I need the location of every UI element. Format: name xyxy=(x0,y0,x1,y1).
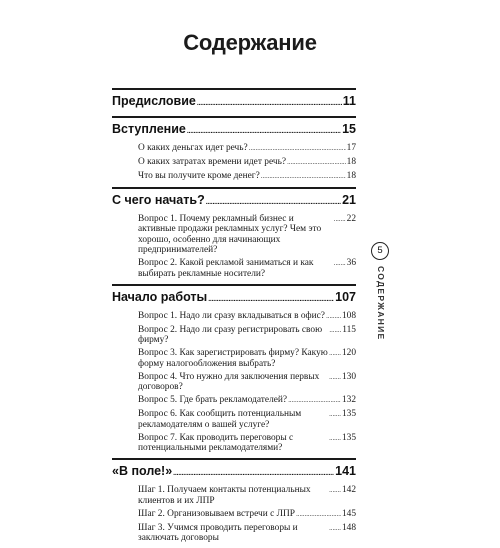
entry-title: Вопрос 1. Надо ли сразу вкладываться в офис? xyxy=(138,310,325,321)
toc-entry[interactable] xyxy=(138,522,356,544)
entry-page-number: 36 xyxy=(346,258,356,269)
entry-page-number: 145 xyxy=(341,508,356,519)
toc-entry[interactable] xyxy=(138,310,356,323)
section-title: Начало работы xyxy=(112,289,208,304)
entry-title: Вопрос 1. Почему рекламный бизнес и активные продажи рекламных услуг? Чем это хорошо, особенно для начинающих предпринимателей? xyxy=(138,213,322,256)
dot-leader xyxy=(329,347,341,360)
entry-page-number: 142 xyxy=(341,484,356,495)
section-title: «В поле!» xyxy=(112,463,173,478)
toc-section-heading[interactable] xyxy=(112,289,356,308)
toc-entry[interactable] xyxy=(138,170,356,183)
toc-entry[interactable] xyxy=(138,142,356,155)
entry-page-number: 22 xyxy=(346,213,356,224)
entry-title: Вопрос 5. Где брать рекламодателей? xyxy=(138,395,288,406)
toc-entry[interactable] xyxy=(138,484,356,506)
dot-leader xyxy=(208,289,334,308)
toc-section xyxy=(112,116,356,183)
section-page-number: 11 xyxy=(342,94,356,108)
dot-leader xyxy=(329,408,341,421)
section-page-number: 107 xyxy=(335,289,356,304)
dot-leader xyxy=(329,324,341,337)
dot-leader xyxy=(261,170,346,183)
entry-title: О каких затратах времени идет речь? xyxy=(138,156,287,167)
toc-section-heading[interactable] xyxy=(112,121,356,140)
toc-entry[interactable] xyxy=(138,324,356,346)
entry-page-number: 18 xyxy=(346,170,356,181)
entry-title: Вопрос 2. Какой рекламой заниматься и как выбирать рекламные носители? xyxy=(138,258,314,279)
entry-page-number: 148 xyxy=(341,522,356,533)
toc-entry[interactable] xyxy=(138,156,356,169)
section-title: С чего начать? xyxy=(112,192,205,207)
section-page-number: 15 xyxy=(342,122,356,136)
dot-leader xyxy=(206,192,341,211)
toc-entry[interactable] xyxy=(138,408,356,430)
dot-leader xyxy=(329,432,341,445)
entry-title: О каких деньгах идет речь? xyxy=(138,143,248,153)
dot-leader xyxy=(249,142,346,155)
table-of-contents xyxy=(112,88,356,548)
dot-leader xyxy=(197,93,342,112)
entry-page-number: 130 xyxy=(341,371,356,382)
toc-entry[interactable] xyxy=(138,432,356,454)
dot-leader xyxy=(296,508,341,521)
entry-page-number: 135 xyxy=(341,432,356,443)
entry-title: Вопрос 4. Что нужно для заключения первых договоров? xyxy=(138,371,320,393)
chapter-side-tab xyxy=(371,242,390,341)
toc-section xyxy=(112,284,356,454)
entry-title: Вопрос 7. Как проводить переговоры с потенциальными рекламодателями? xyxy=(138,432,294,454)
entry-title: Что вы получите кроме денег? xyxy=(138,170,260,181)
toc-entry[interactable] xyxy=(138,394,356,407)
toc-section xyxy=(112,187,356,280)
toc-section xyxy=(112,458,356,544)
entry-title: Вопрос 3. Как зарегистрировать фирму? Какую форму налогообложения выбрать? xyxy=(138,348,328,369)
toc-entry[interactable] xyxy=(138,257,356,279)
dot-leader xyxy=(329,371,341,384)
dot-leader xyxy=(334,257,346,270)
running-head-label: СОДЕРЖАНИЕ xyxy=(376,266,386,341)
toc-section xyxy=(112,88,356,112)
toc-section-heading[interactable] xyxy=(112,192,356,211)
dot-leader xyxy=(329,484,341,497)
entry-title: Вопрос 6. Как сообщить потенциальным рекламодателям о вашей услуге? xyxy=(138,409,302,430)
section-page-number: 21 xyxy=(342,192,356,207)
section-page-number: 141 xyxy=(335,463,356,478)
entry-title: Шаг 1. Получаем контакты потенциальных клиентов и их ЛПР xyxy=(138,484,311,506)
entry-page-number: 108 xyxy=(341,310,356,321)
entry-page-number: 120 xyxy=(341,348,356,359)
section-title: Предисловие xyxy=(112,94,196,108)
toc-entry[interactable] xyxy=(138,347,356,369)
dot-leader xyxy=(287,156,346,169)
toc-entry[interactable] xyxy=(138,371,356,393)
entry-title: Шаг 2. Организовываем встречи с ЛПР xyxy=(138,508,295,519)
entry-title: Шаг 3. Учимся проводить переговоры и заключать договоры xyxy=(138,522,298,544)
dot-leader xyxy=(187,121,341,140)
section-title: Вступление xyxy=(112,122,186,136)
entry-page-number: 132 xyxy=(341,395,356,406)
toc-section-heading[interactable] xyxy=(112,463,356,482)
toc-entry[interactable] xyxy=(138,508,356,521)
page-number-badge: 5 xyxy=(371,242,389,260)
entry-page-number: 135 xyxy=(341,409,356,420)
page-title: Содержание xyxy=(183,30,317,55)
dot-leader xyxy=(288,394,341,407)
entry-page-number: 18 xyxy=(346,156,356,167)
toc-section-heading[interactable] xyxy=(112,93,356,112)
entry-page-number: 115 xyxy=(342,324,356,335)
toc-entry[interactable] xyxy=(138,213,356,256)
entry-title: Вопрос 2. Надо ли сразу регистрировать свою фирму? xyxy=(138,324,323,346)
dot-leader xyxy=(334,213,346,226)
dot-leader xyxy=(173,463,334,482)
dot-leader xyxy=(329,522,341,535)
dot-leader xyxy=(326,310,341,323)
entry-page-number: 17 xyxy=(346,143,356,153)
